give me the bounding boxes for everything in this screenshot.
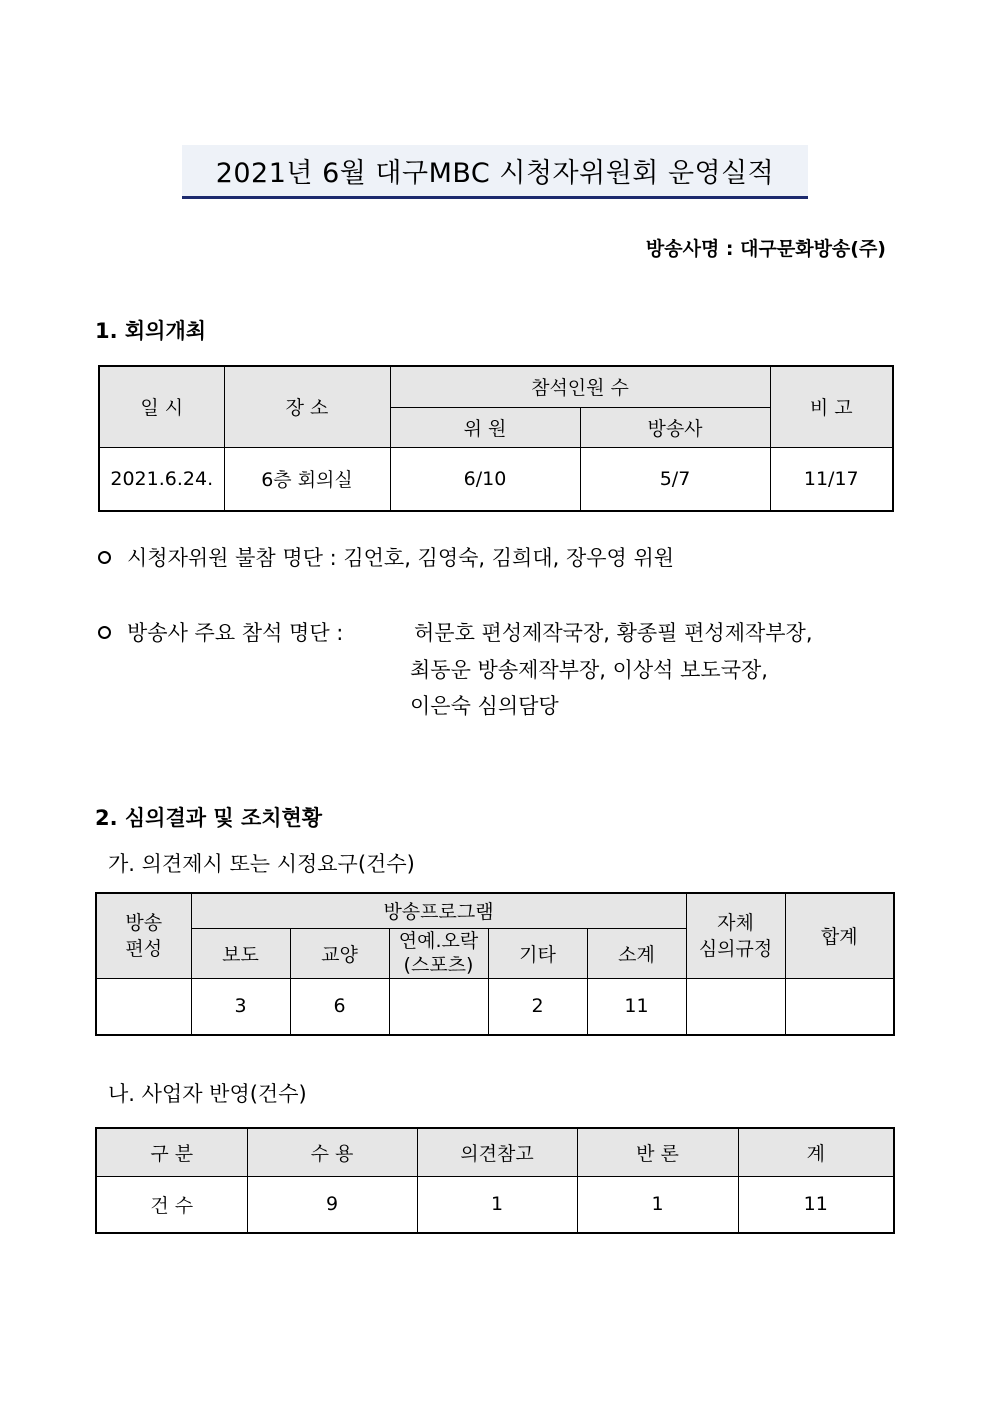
cell-category: 건 수	[96, 1176, 247, 1233]
header-members: 위 원	[390, 407, 580, 447]
title-text: 2021년 6월 대구MBC 시청자위원회 운영실적	[215, 158, 775, 189]
bullet-circle-icon	[98, 626, 111, 639]
header-schedule-2: 편성	[125, 937, 163, 960]
cell-news: 3	[191, 978, 290, 1035]
attendees-list	[98, 617, 343, 647]
cell-self-review	[686, 978, 785, 1035]
header-place: 장 소	[224, 366, 390, 447]
cell-place: 6층 회의실	[224, 447, 390, 511]
attendees-line-2: 최동운 방송제작부장, 이상석 보도국장,	[410, 658, 768, 682]
cell-accept: 9	[247, 1176, 417, 1233]
section1-heading: 1. 회의개최	[95, 319, 207, 343]
absent-text: 시청자위원 불참 명단 : 김언호, 김영숙, 김희대, 장우영 위원	[127, 546, 675, 570]
header-program: 방송프로그램	[191, 893, 686, 928]
table-row	[96, 1176, 894, 1233]
cell-entertainment	[389, 978, 488, 1035]
header-attendance: 참석인원 수	[390, 366, 770, 407]
cell-subtotal: 11	[587, 978, 686, 1035]
header-self-2: 심의규정	[698, 937, 773, 960]
cell-reference: 1	[417, 1176, 577, 1233]
bullet-circle-icon	[98, 551, 111, 564]
header-schedule-1: 방송	[125, 911, 163, 934]
cell-schedule	[96, 978, 191, 1035]
header-culture: 교양	[290, 928, 389, 978]
header-note: 비 고	[770, 366, 893, 447]
cell-culture: 6	[290, 978, 389, 1035]
header-news: 보도	[191, 928, 290, 978]
cell-members: 6/10	[390, 447, 580, 511]
cell-rebuttal: 1	[577, 1176, 738, 1233]
attendees-line-3: 이은숙 심의담당	[410, 694, 559, 718]
header-ent-1: 연예.오락	[398, 930, 479, 952]
subsection-a-heading: 가. 의견제시 또는 시정요구(건수)	[108, 852, 415, 876]
meeting-table	[98, 365, 894, 512]
header-category: 구 분	[96, 1128, 247, 1176]
header-self-1: 자체	[717, 911, 754, 934]
cell-broadcaster: 5/7	[580, 447, 770, 511]
header-ent-2: (스포츠)	[403, 954, 474, 976]
broadcaster-name: 방송사명 : 대구문화방송(주)	[645, 238, 886, 260]
header-total: 계	[738, 1128, 894, 1176]
attendees-label: 방송사 주요 참석 명단 :	[127, 621, 344, 645]
header-date: 일 시	[99, 366, 224, 447]
attendees-line-1: 허문호 편성제작국장, 황종필 편성제작부장,	[414, 621, 813, 645]
opinion-table	[95, 892, 895, 1036]
cell-note: 11/17	[770, 447, 893, 511]
cell-date: 2021.6.24.	[99, 447, 224, 511]
absent-list	[98, 542, 674, 572]
header-reference: 의견참고	[417, 1128, 577, 1176]
header-schedule	[96, 893, 191, 978]
header-self-review	[686, 893, 785, 978]
cell-total: 11	[738, 1176, 894, 1233]
cell-total	[785, 978, 894, 1035]
header-subtotal: 소계	[587, 928, 686, 978]
section2-heading: 2. 심의결과 및 조치현황	[95, 806, 323, 830]
subsection-b-heading: 나. 사업자 반영(건수)	[108, 1082, 307, 1106]
header-total: 합계	[785, 893, 894, 978]
table-row	[99, 447, 893, 511]
header-other: 기타	[488, 928, 587, 978]
header-broadcaster: 방송사	[580, 407, 770, 447]
document-title	[182, 145, 808, 199]
cell-other: 2	[488, 978, 587, 1035]
header-accept: 수 용	[247, 1128, 417, 1176]
reflection-table	[95, 1127, 895, 1234]
header-rebuttal: 반 론	[577, 1128, 738, 1176]
header-entertainment	[389, 928, 488, 978]
table-row	[96, 978, 894, 1035]
